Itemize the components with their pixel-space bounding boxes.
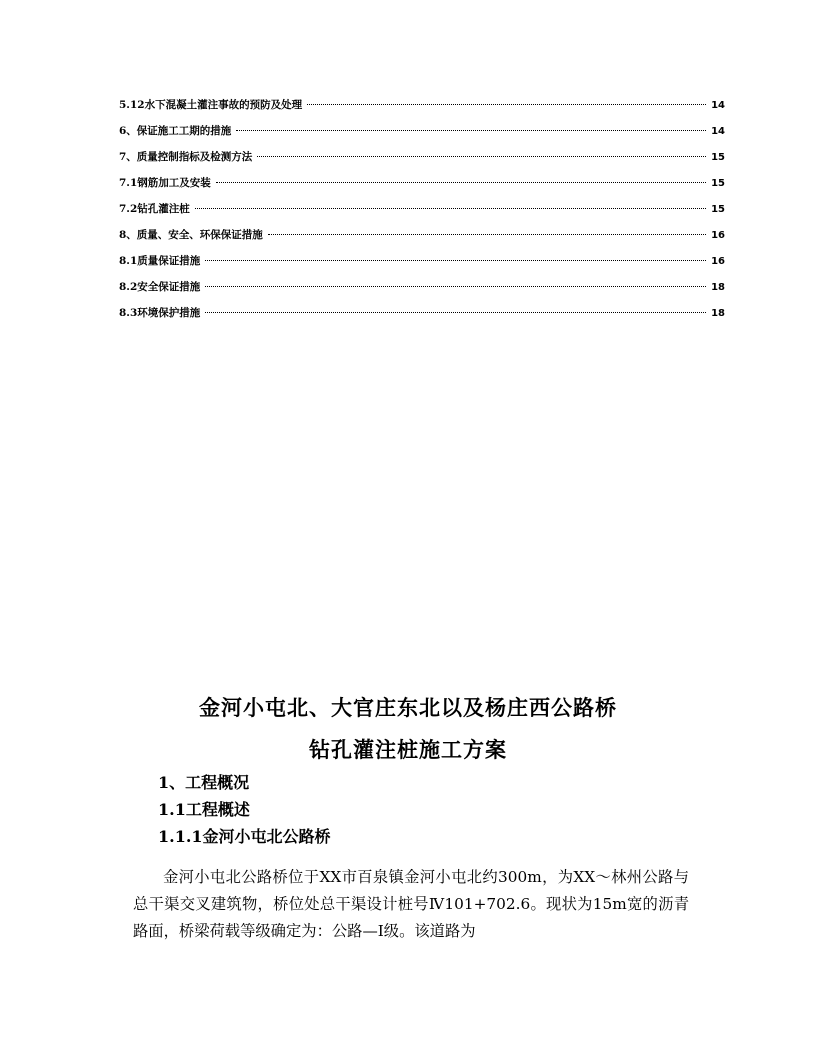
toc-dot-leader (236, 130, 706, 131)
toc-entry-page: 15 (711, 178, 725, 189)
toc-entry[interactable] (119, 304, 725, 330)
toc-entry-title: 8.3环境保护措施 (119, 307, 201, 319)
toc-entry[interactable] (119, 226, 725, 252)
toc-entry[interactable] (119, 252, 725, 278)
toc-entry-title: 5.12水下混凝土灌注事故的预防及处理 (119, 99, 303, 111)
toc-entry[interactable] (119, 278, 725, 304)
document-title-line-1: 金河小屯北、大官庄东北以及杨庄西公路桥 (199, 695, 617, 720)
toc-entry[interactable] (119, 174, 725, 200)
toc-dot-leader (205, 312, 706, 313)
document-title-line-2: 钻孔灌注桩施工方案 (309, 737, 507, 762)
toc-entry[interactable] (119, 122, 725, 148)
section-heading-1-1-1: 1.1.1金河小屯北公路桥 (158, 827, 331, 846)
body-paragraph: 金河小屯北公路桥位于XX市百泉镇金河小屯北约300m，为XX～林州公路与总干渠交叉建筑物，桥位处总干渠设计桩号Ⅳ101+702.6。现状为15m宽的沥青路面，桥梁荷载等级确定为：公路—Ⅰ级。该道路为 (133, 868, 689, 941)
toc-dot-leader (257, 156, 706, 157)
toc-entry-page: 16 (711, 256, 725, 267)
toc-entry-page: 15 (711, 152, 725, 163)
toc-entry-title: 7.1钢筋加工及安装 (119, 177, 211, 189)
section-heading-1-1: 1.1工程概述 (158, 800, 250, 819)
toc-entry[interactable] (119, 148, 725, 174)
toc-dot-leader (307, 104, 706, 105)
toc-entry-page: 14 (711, 126, 725, 137)
toc-dot-leader (195, 208, 706, 209)
toc-entry-page: 18 (711, 282, 725, 293)
toc-entry-page: 16 (711, 230, 725, 241)
toc-entry-title: 8.1质量保证措施 (119, 255, 201, 267)
toc-entry-title: 7.2钻孔灌注桩 (119, 203, 190, 215)
toc-entry-page: 18 (711, 308, 725, 319)
toc-entry[interactable] (119, 200, 725, 226)
toc-entry-title: 6、保证施工工期的措施 (119, 125, 232, 137)
toc-dot-leader (268, 234, 706, 235)
toc-entry-title: 8、质量、安全、环保保证措施 (119, 229, 263, 241)
table-of-contents (119, 96, 725, 330)
toc-entry[interactable] (119, 96, 725, 122)
toc-entry-page: 15 (711, 204, 725, 215)
toc-entry-title: 8.2安全保证措施 (119, 281, 201, 293)
toc-entry-title: 7、质量控制指标及检测方法 (119, 151, 253, 163)
toc-entry-page: 14 (711, 100, 725, 111)
section-heading-1: 1、工程概况 (158, 773, 250, 792)
toc-dot-leader (216, 182, 706, 183)
toc-dot-leader (205, 286, 706, 287)
toc-dot-leader (205, 260, 706, 261)
